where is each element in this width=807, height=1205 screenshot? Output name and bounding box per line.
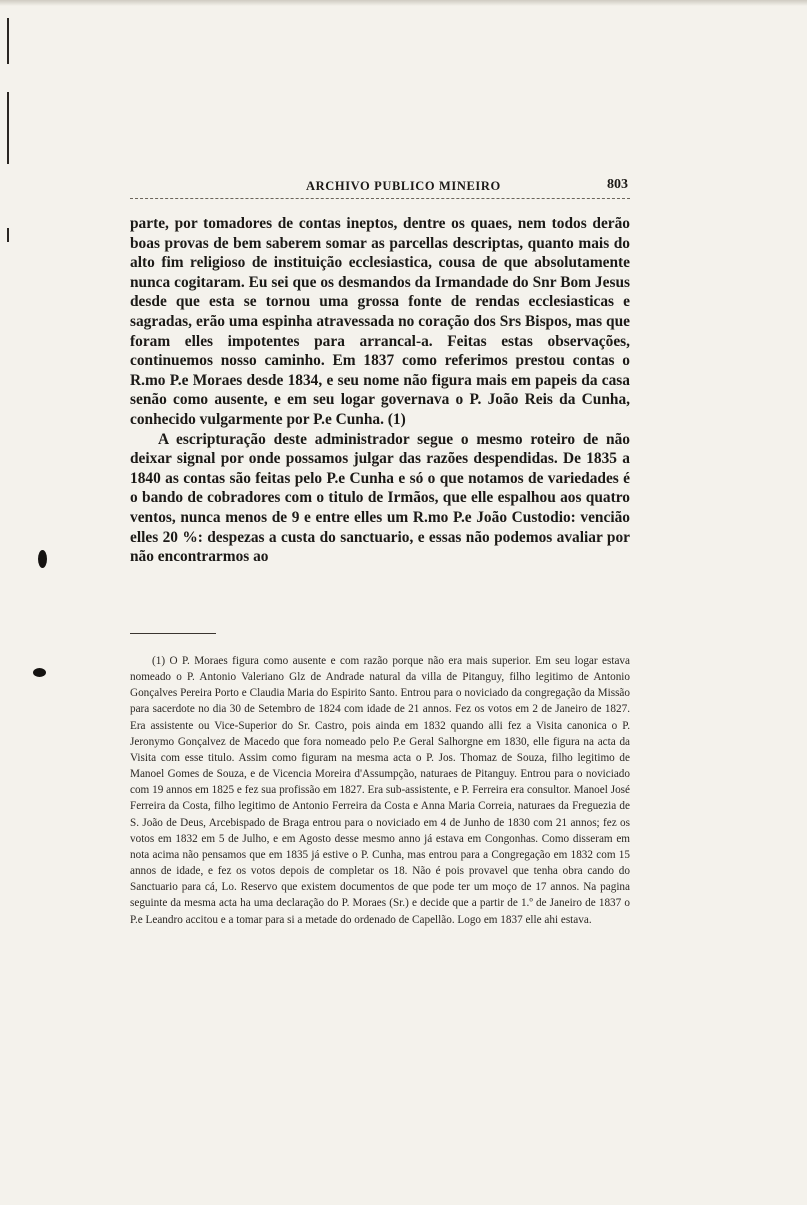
ink-blot [33, 668, 46, 677]
footnote [130, 653, 630, 928]
scan-top-edge [0, 0, 807, 6]
main-text [130, 214, 630, 567]
footnote-rule [130, 633, 216, 634]
scan-margin-mark [7, 92, 9, 164]
scan-margin-mark [7, 18, 9, 64]
page-header [130, 176, 630, 198]
page-number: 803 [607, 177, 628, 192]
scan-margin-mark [7, 228, 9, 242]
footnote-text: (1) O P. Moraes figura como ausente e com razão porque não era mais superior. Em seu logar estava nomeado o P. Antonio Valeriano Glz de Andrade natural da villa de Pitanguy, filho legitimo de Antonio Gonçalves Pereira Porto e Claudia Maria do Espirito Santo. Entrou para o noviciado da congregação da Missão para sacerdote no dia 30 de Setembro de 1824 com idade de 21 annos. Fez os votos em 2 de Janeiro de 1827. Era assistente ou Vice-Superior do Sr. Castro, pois ainda em 1832 quando alli fez a Visita canonica o P. Jeronymo Gonçalvez de Macedo que fora nomeado pelo P.e Geral Salhorgne em 1830, elle figura na acta da Visita com esse titulo. Assim como figuram na mesma acta o P. Jos. Thomaz de Souza, filho legitimo de Manoel Gomes de Souza, e de Vicencia Moreira d'Assumpção, naturaes de Pitanguy. Entrou para o noviciado com 19 annos em 1825 e fez sua profissão em 1827. Era sub-assistente, e P. Ferreira era consultor. Manoel José Ferreira da Costa, filho legitimo de Antonio Ferreira da Costa e Anna Maria Correia, naturaes da Freguezia de S. João de Deus, Arcebispado de Braga entrou para o noviciado em 4 de Junho de 1830 com 21 annos; fez os votos em 1832 em 5 de Julho, e em Agosto desse mesmo anno já estava em Congonhas. Como disseram em nota acima não pensamos que em 1835 já estive o P. Cunha, mas entrou para a Congregação em 1832 com 15 annos de idade, e fez os votos depois de completar os 18. Não é pois provavel que tenha obra cando do Sanctuario para cá, Lo. Reservo que existem documentos de que pode ter um moço de 17 annos. Na pagina seguinte da mesma acta ha uma declaração do P. Moraes (Sr.) e decide que a partir de 1.º de Janeiro de 1837 o P.e Leandro accitou e a tomar para si a metade do ordenado de Capellão. Logo em 1837 elle ahi estava. [130, 655, 630, 926]
header-rule [130, 198, 630, 199]
ink-blot [38, 550, 47, 568]
running-title: ARCHIVO PUBLICO MINEIRO [306, 179, 501, 193]
paragraph: A escripturação deste administrador segue o mesmo roteiro de não deixar signal por onde possamos julgar das razões despendidas. De 1835 a 1840 as contas são feitas pelo P.e Cunha e só o que notamos de variedades é o bando de cobradores com o titulo de Irmãos, que elle espalhou aos quatro ventos, nunca menos de 9 e entre elles um R.mo P.e João Custodio: vencião elles 20 %: despezas a custa do sanctuario, e essas não podemos avaliar por não encontrarmos ao [130, 430, 630, 566]
paragraph: parte, por tomadores de contas ineptos, dentre os quaes, nem todos derão boas provas de bem saberem somar as parcellas descriptas, quanto mais do alto fim religioso de instituição ecclesiastica, cousa de que absolutamente nunca cogitaram. Eu sei que os desmandos da Irmandade do Snr Bom Jesus desde que esta se tornou uma grossa fonte de rendas ecclesiasticas e sagradas, erão uma espinha atravessada no coração dos Srs Bispos, mas que foram elles impotentes para arrancal-a. Feitas estas observações, continuemos nosso caminho. Em 1837 como referimos prestou contas o R.mo P.e Moraes desde 1834, e seu nome não figura mais em papeis da casa senão como ausente, e em seu logar governava o P. João Reis da Cunha, conhecido vulgarmente por P.e Cunha. (1) [130, 215, 630, 428]
